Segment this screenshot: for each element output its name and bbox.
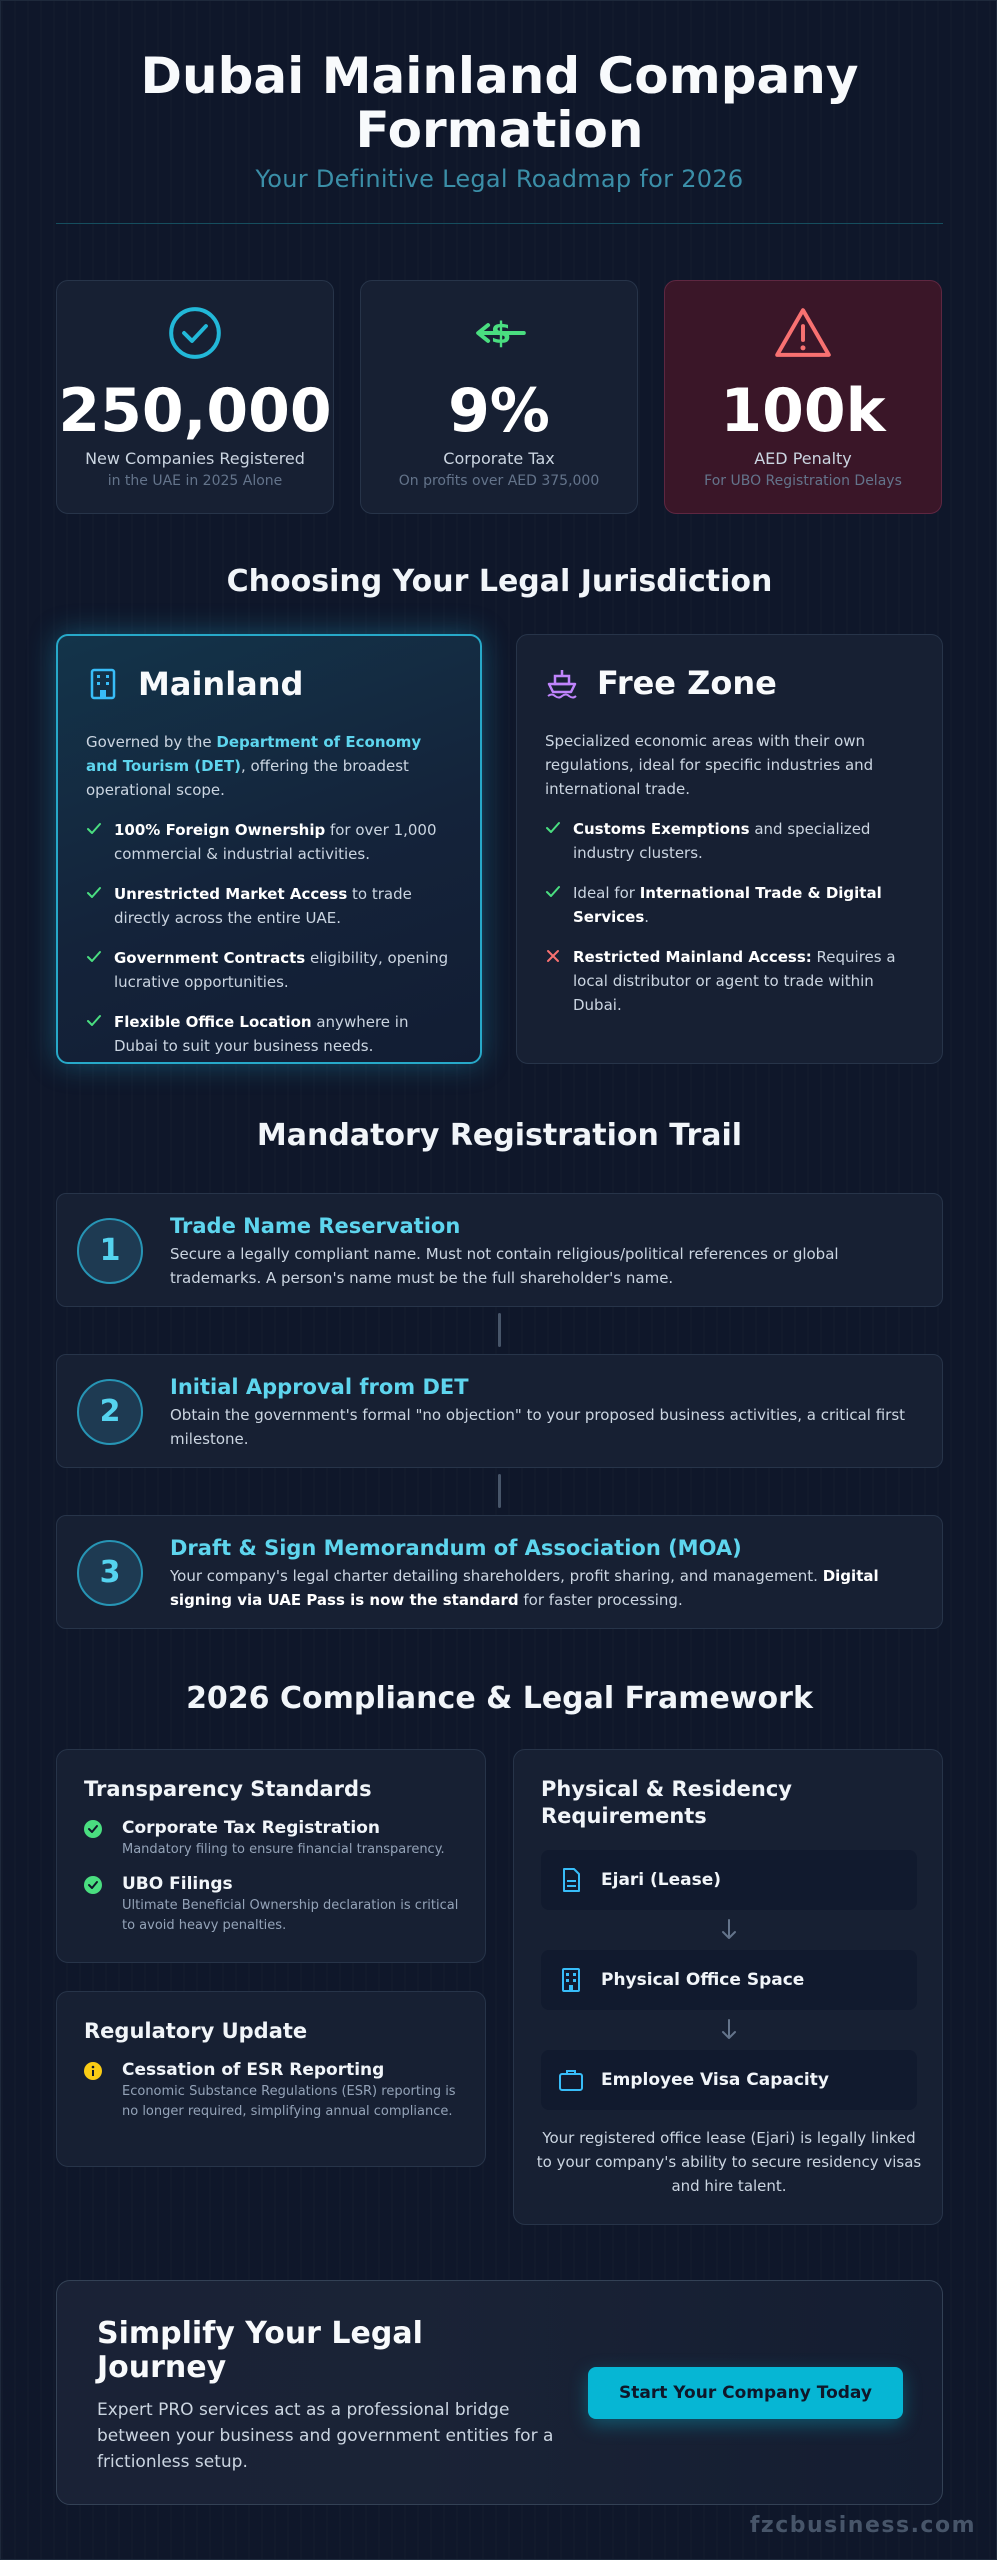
section-title-compliance: 2026 Compliance & Legal Framework xyxy=(186,1681,813,1716)
section-title-trail: Mandatory Registration Trail xyxy=(256,1118,743,1153)
step-description: Obtain the government's formal "no objection" to your proposed business activities, a critical first milestone. xyxy=(170,1406,906,1448)
step-number: 3 xyxy=(77,1540,143,1606)
building-icon xyxy=(557,1966,585,1994)
mainland-description: Governed by the Department of Economy and Tourism (DET), offering the broadest operational scope. xyxy=(86,733,422,799)
list-item: 100% Foreign Ownership for over 1,000 commercial & industrial activities. xyxy=(86,818,452,866)
requirements-note: Your registered office lease (Ejari) is legally linked to your company's ability to secure residency visas and hire talent. xyxy=(536,2129,922,2195)
stat-label: Corporate Tax xyxy=(443,449,555,468)
list-item: Customs Exemptions and specialized industry clusters. xyxy=(545,817,914,865)
step-description: Secure a legally compliant name. Must not contain religious/political references or global trademarks. A person's name must be the full shareholder's name. xyxy=(170,1245,839,1287)
section-title-jurisdiction: Choosing Your Legal Jurisdiction xyxy=(226,564,773,599)
stat-note: For UBO Registration Delays xyxy=(704,473,902,489)
check-icon xyxy=(545,884,561,900)
exchange-dollar-icon xyxy=(361,305,637,361)
step-card-1 xyxy=(56,1193,943,1307)
requirement-office: Physical Office Space xyxy=(541,1950,917,2010)
transparency-card xyxy=(56,1749,486,1963)
cta-title: Simplify Your Legal Journey xyxy=(97,2316,423,2385)
info-icon xyxy=(84,2062,102,2080)
stat-card-penalty xyxy=(664,280,942,514)
physical-requirements-card xyxy=(513,1749,943,2225)
step-number: 2 xyxy=(77,1379,143,1445)
step-description: Your company's legal charter detailing shareholders, profit sharing, and management. Digital signing via UAE Pass is now the standard for faster processing. xyxy=(170,1567,879,1609)
check-icon xyxy=(545,820,561,836)
stat-label: New Companies Registered xyxy=(85,449,305,468)
header-divider xyxy=(56,223,943,224)
list-item: Ideal for International Trade & Digital Services. xyxy=(545,881,914,929)
freezone-features xyxy=(545,817,914,1017)
svg-text:$: $ xyxy=(490,315,512,351)
check-icon xyxy=(86,821,102,837)
stat-card-tax xyxy=(360,280,638,514)
mainland-card xyxy=(56,634,482,1064)
check-circle-icon xyxy=(84,1876,102,1894)
list-item: Government Contracts eligibility, opening lucrative opportunities. xyxy=(86,946,452,994)
step-title: Initial Approval from DET xyxy=(170,1375,469,1399)
card-title: Physical & Residency Requirements xyxy=(541,1777,792,1828)
check-icon xyxy=(86,1013,102,1029)
cross-icon xyxy=(545,948,561,964)
regulatory-card xyxy=(56,1991,486,2167)
stat-note: in the UAE in 2025 Alone xyxy=(107,473,283,489)
compliance-item: Corporate Tax Registration Mandatory filing to ensure financial transparency. xyxy=(84,1818,464,1860)
step-title: Draft & Sign Memorandum of Association (MOA) xyxy=(170,1536,742,1560)
requirement-ejari: Ejari (Lease) xyxy=(541,1850,917,1910)
mainland-benefits xyxy=(86,818,452,1058)
page-subtitle: Your Definitive Legal Roadmap for 2026 xyxy=(255,165,744,193)
building-icon xyxy=(86,667,120,701)
page-title: Dubai Mainland Company Formation xyxy=(140,47,859,159)
stat-card-companies xyxy=(56,280,334,514)
ship-icon xyxy=(545,666,579,700)
cta-description: Expert PRO services act as a professional bridge between your business and government entities for a frictionless setup. xyxy=(97,2400,554,2472)
compliance-item: Cessation of ESR Reporting Economic Substance Regulations (ESR) reporting is no longer required, simplifying annual compliance. xyxy=(84,2060,464,2122)
briefcase-icon xyxy=(557,2066,585,2094)
step-number: 1 xyxy=(77,1218,143,1284)
stat-note: On profits over AED 375,000 xyxy=(398,473,600,489)
stat-value: 9% xyxy=(448,376,550,446)
document-icon xyxy=(557,1866,585,1894)
list-item: Unrestricted Market Access to trade directly across the entire UAE. xyxy=(86,882,452,930)
card-title: Regulatory Update xyxy=(84,2019,308,2043)
freezone-card xyxy=(516,634,943,1064)
requirement-visa: Employee Visa Capacity xyxy=(541,2050,917,2110)
step-connector xyxy=(498,1313,501,1347)
warning-triangle-icon xyxy=(665,305,941,361)
check-circle-icon xyxy=(57,305,333,361)
check-circle-icon xyxy=(84,1820,102,1838)
brand-watermark: fzcbusiness.com xyxy=(749,2513,976,2538)
step-card-2 xyxy=(56,1354,943,1468)
card-title: Transparency Standards xyxy=(84,1777,372,1801)
freezone-description: Specialized economic areas with their own regulations, ideal for specific industries and international trade. xyxy=(545,732,874,798)
stat-label: AED Penalty xyxy=(754,449,852,468)
arrow-down-icon xyxy=(721,1918,737,1942)
list-item: Restricted Mainland Access: Requires a local distributor or agent to trade within Dubai. xyxy=(545,945,914,1017)
cta-panel xyxy=(56,2280,943,2505)
stat-value: 100k xyxy=(720,376,886,446)
stat-value: 250,000 xyxy=(58,376,332,446)
freezone-title: Free Zone xyxy=(597,664,777,702)
check-icon xyxy=(86,885,102,901)
step-connector xyxy=(498,1474,501,1508)
mainland-title: Mainland xyxy=(138,665,304,703)
start-company-button[interactable]: Start Your Company Today xyxy=(588,2367,903,2419)
compliance-item: UBO Filings Ultimate Beneficial Ownership declaration is critical to avoid heavy penalties. xyxy=(84,1874,464,1936)
step-title: Trade Name Reservation xyxy=(170,1214,461,1238)
list-item: Flexible Office Location anywhere in Dubai to suit your business needs. xyxy=(86,1010,452,1058)
arrow-down-icon xyxy=(721,2018,737,2042)
check-icon xyxy=(86,949,102,965)
step-card-3 xyxy=(56,1515,943,1629)
header xyxy=(1,49,997,193)
